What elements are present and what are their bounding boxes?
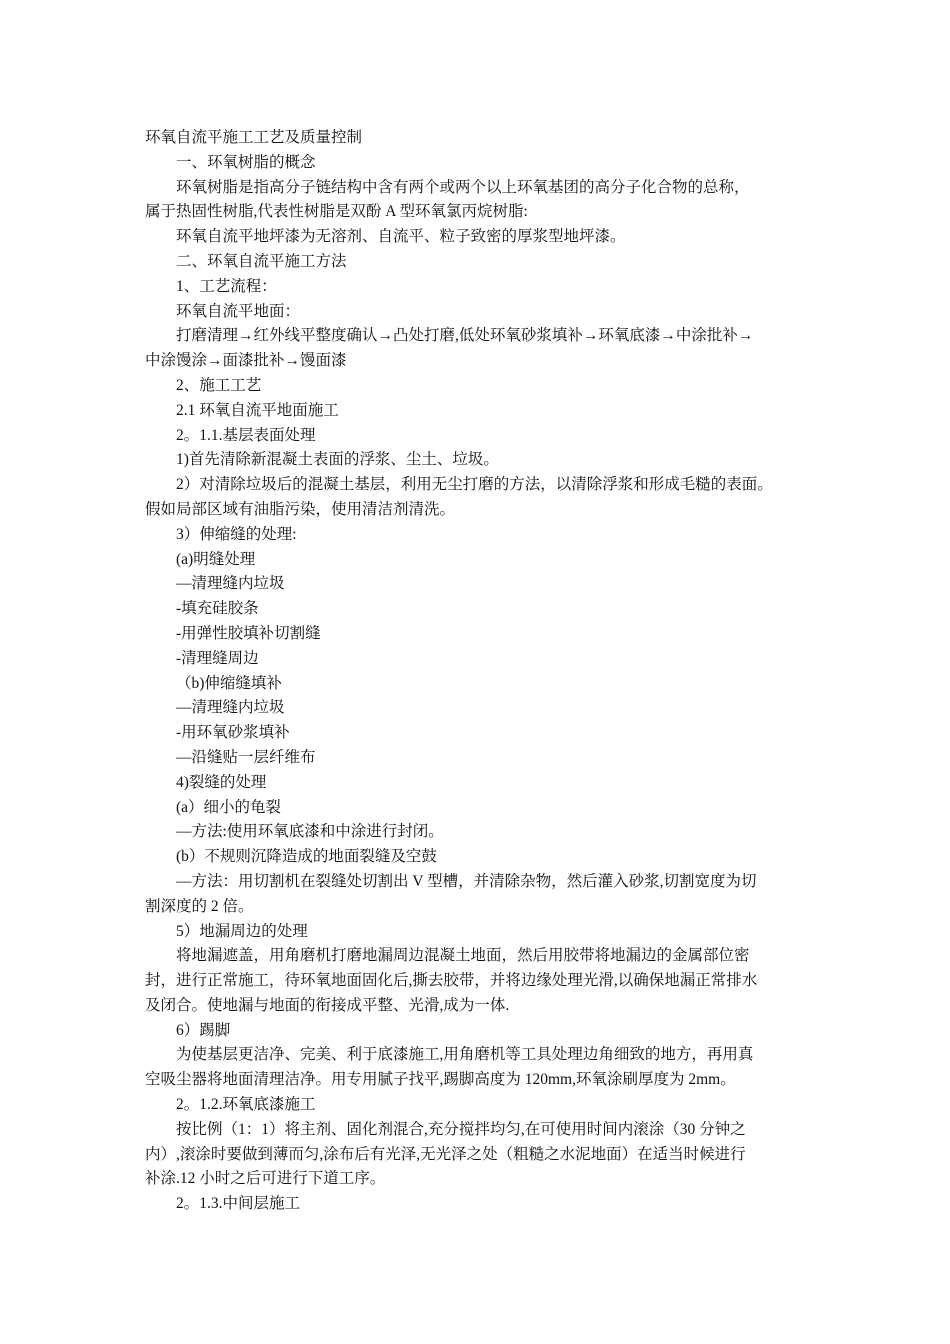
list-item: (a）细小的龟裂	[176, 798, 282, 816]
paragraph-line: 为使基层更洁净、完美、利于底漆施工,用角磨机等工具处理边角细致的地方，再用真	[176, 1046, 754, 1064]
subheading: 2。1.2.环氧底漆施工	[176, 1096, 316, 1114]
list-item: —清理缝内垃圾	[176, 699, 285, 717]
list-item: —沿缝贴一层纤维布	[176, 748, 316, 766]
subheading: 2。1.1.基层表面处理	[176, 426, 316, 444]
document-title: 环氧自流平施工工艺及质量控制	[145, 129, 363, 146]
paragraph-line: 封，进行正常施工，待环氧地面固化后,撕去胶带，并将边缘处理光滑,以确保地漏正常排水	[145, 972, 758, 990]
paragraph-line: 空吸尘器将地面清理洁净。用专用腻子找平,踢脚高度为 120mm,环氧涂刷厚度为 2mm。	[145, 1071, 736, 1089]
section-heading-2: 二、环氧自流平施工方法	[176, 252, 347, 270]
paragraph-line: 环氧自流平地坪漆为无溶剂、自流平、粒子致密的厚浆型地坪漆。	[176, 228, 626, 246]
list-item: 2）对清除垃圾后的混凝土基层，利用无尘打磨的方法，以清除浮浆和形成毛糙的表面。	[176, 476, 773, 494]
list-item: 3）伸缩缝的处理:	[176, 525, 297, 543]
paragraph-line: 属于热固性树脂,代表性树脂是双酚 A 型环氧氯丙烷树脂:	[145, 203, 528, 221]
list-item: —清理缝内垃圾	[176, 575, 285, 593]
subheading: 2。1.3.中间层施工	[176, 1195, 301, 1213]
list-item: -清理缝周边	[176, 649, 259, 667]
subheading: 2.1 环氧自流平地面施工	[176, 401, 339, 419]
paragraph-line: 补涂.12 小时之后可进行下道工序。	[145, 1170, 386, 1188]
list-item: (b）不规则沉降造成的地面裂缝及空鼓	[176, 848, 437, 866]
process-flow-line: 打磨清理→红外线平整度确认→凸处打磨,低处环氧砂浆填补→环氧底漆→中涂批补→	[176, 327, 754, 345]
list-item: 4)裂缝的处理	[176, 773, 267, 791]
list-item: （b)伸缩缝填补	[176, 674, 282, 692]
subheading: 2、施工工艺	[176, 376, 262, 394]
list-item: -用环氧砂浆填补	[176, 724, 290, 742]
paragraph-line: 假如局部区域有油脂污染，使用清洁剂清洗。	[145, 500, 456, 518]
list-item: 5）地漏周边的处理	[176, 922, 308, 940]
document-page	[145, 126, 815, 1217]
list-item: (a)明缝处理	[176, 550, 256, 568]
list-item: 1)首先清除新混凝土表面的浮浆、尘土、垃圾。	[176, 451, 499, 469]
paragraph-line: 割深度的 2 倍。	[145, 897, 254, 915]
paragraph-line: 及闭合。使地漏与地面的衔接成平整、光滑,成为一体.	[145, 996, 510, 1014]
paragraph-line: 环氧树脂是指高分子链结构中含有两个或两个以上环氧基团的高分子化合物的总称，	[176, 178, 750, 196]
paragraph-line: 环氧自流平地面：	[176, 302, 301, 320]
list-item: -填充硅胶条	[176, 600, 259, 618]
paragraph-line: 将地漏遮盖，用角磨机打磨地漏周边混凝土地面，然后用胶带将地漏边的金属部位密	[176, 947, 750, 965]
process-flow-line: 中涂馒涂→面漆批补→馒面漆	[145, 352, 347, 370]
list-item: —方法:使用环氧底漆和中涂进行封闭。	[176, 823, 444, 841]
subheading: 1、工艺流程：	[176, 277, 277, 295]
list-item: -用弹性胶填补切割缝	[176, 624, 321, 642]
list-item: —方法：用切割机在裂缝处切割出 V 型槽，并清除杂物，然后灌入砂浆,切割宽度为切	[176, 872, 757, 890]
paragraph-line: 按比例（1：1）将主剂、固化剂混合,充分搅拌均匀,在可使用时间内滚涂（30 分钟之	[176, 1120, 746, 1138]
paragraph-line: 内）,滚涂时要做到薄而匀,涂布后有光泽,无光泽之处（粗糙之水泥地面）在适当时候进行	[145, 1145, 746, 1163]
section-heading-1: 一、环氧树脂的概念	[176, 153, 316, 171]
list-item: 6）踢脚	[176, 1021, 231, 1039]
